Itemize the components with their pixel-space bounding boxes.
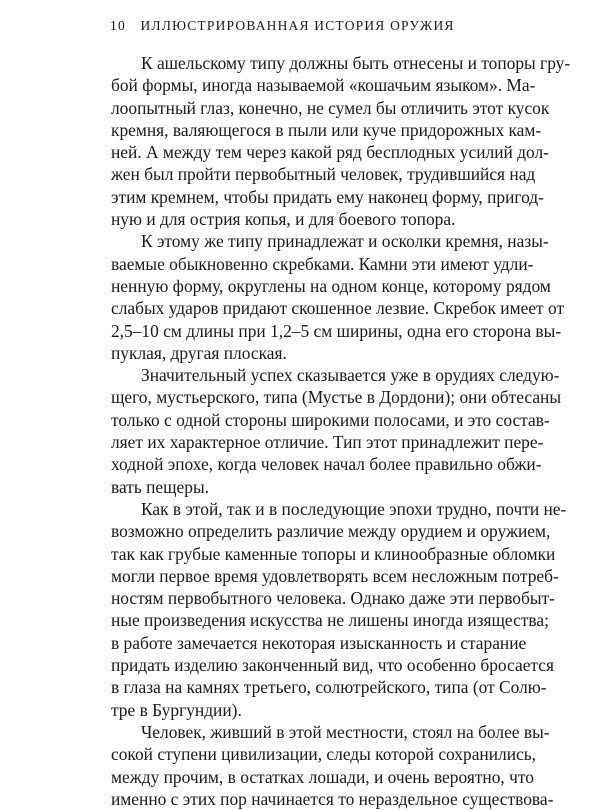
- text-line: К этому же типу принадлежат и осколки кремня, назы-: [141, 231, 549, 252]
- text-line: сокой ступени цивилизации, следы которой сохранились,: [111, 744, 537, 765]
- text-line: ностям первобытного человека. Однако даже эти первобыт-: [111, 588, 555, 609]
- text-line: вать пещеры.: [111, 476, 209, 497]
- text-line: ляет их характерное отличие. Тип этот принадлежит пере-: [111, 432, 544, 453]
- page-number: 10: [110, 18, 126, 33]
- text-line: ваемые обыкновенно скребками. Камни эти имеют удли-: [111, 253, 534, 274]
- text-line: тре в Бургундии).: [111, 699, 242, 720]
- text-line: Значительный успех сказывается уже в орудиях следую-: [141, 365, 560, 386]
- text-line: так как грубые каменные топоры и клинообразные обломки: [111, 543, 556, 564]
- text-line: ную и для острия копья, и для боевого топора.: [111, 209, 456, 230]
- text-line: придать изделию законченный вид, что особенно бросается: [111, 655, 554, 676]
- running-header: [110, 18, 455, 34]
- text-line: в глаза на камнях третьего, солютрейского, типа (от Солю-: [111, 677, 547, 698]
- text-line: ные произведения искусства не лишены иногда изящества;: [111, 610, 549, 631]
- text-line: в работе замечается некоторая изысканность и старание: [111, 632, 527, 653]
- text-line: возможно определить различие между орудием и оружием,: [111, 521, 551, 542]
- text-line: только с одной стороны широкими полосами, и это состав-: [111, 409, 550, 430]
- text-line: щего, мустьерского, типа (Мустье в Дордони); они обтесаны: [111, 387, 562, 408]
- text-line: между прочим, в остатках лошади, и очень вероятно, что: [111, 766, 534, 787]
- text-line: ходной эпохе, когда человек начал более правильно обжи-: [111, 454, 542, 475]
- text-line: кремня, валяющегося в пыли или куче придорожных кам-: [111, 119, 542, 140]
- text-line: именно с этих пор начинается то нераздельное существова-: [111, 788, 554, 809]
- text-line: Как в этой, так и в последующие эпохи трудно, почти не-: [141, 498, 567, 519]
- text-line: 2,5–10 см длины при 1,2–5 см ширины, одна его сторона вы-: [111, 320, 562, 341]
- running-title: ИЛЛЮСТРИРОВАННАЯ ИСТОРИЯ ОРУЖИЯ: [140, 18, 455, 33]
- text-line: ненную форму, округлены на одном конце, которому рядом: [111, 275, 551, 296]
- text-line: бой формы, иногда называемой «кошачьим языком». Ма-: [111, 75, 536, 96]
- text-line: К ашельскому типу должны быть отнесены и топоры гру-: [141, 53, 571, 73]
- text-line: слабых ударов придают скошенное лезвие. Скребок имеет от: [111, 298, 565, 319]
- text-line: могли первое время удовлетворять всем несложным потреб-: [111, 565, 559, 586]
- text-line: ней. А между тем через какой ряд бесплодных усилий дол-: [111, 142, 549, 163]
- text-line: Человек, живший в этой местности, стоял на более вы-: [141, 721, 550, 742]
- text-line: жен был пройти первобытный человек, трудившийся над: [111, 164, 536, 185]
- body-text: [111, 52, 571, 810]
- text-line: этим кремнем, чтобы придать ему наконец форму, пригод-: [111, 186, 544, 207]
- text-line: пуклая, другая плоская.: [111, 342, 287, 363]
- text-line: лоопытный глаз, конечно, не сумел бы отличить этот кусок: [111, 97, 550, 118]
